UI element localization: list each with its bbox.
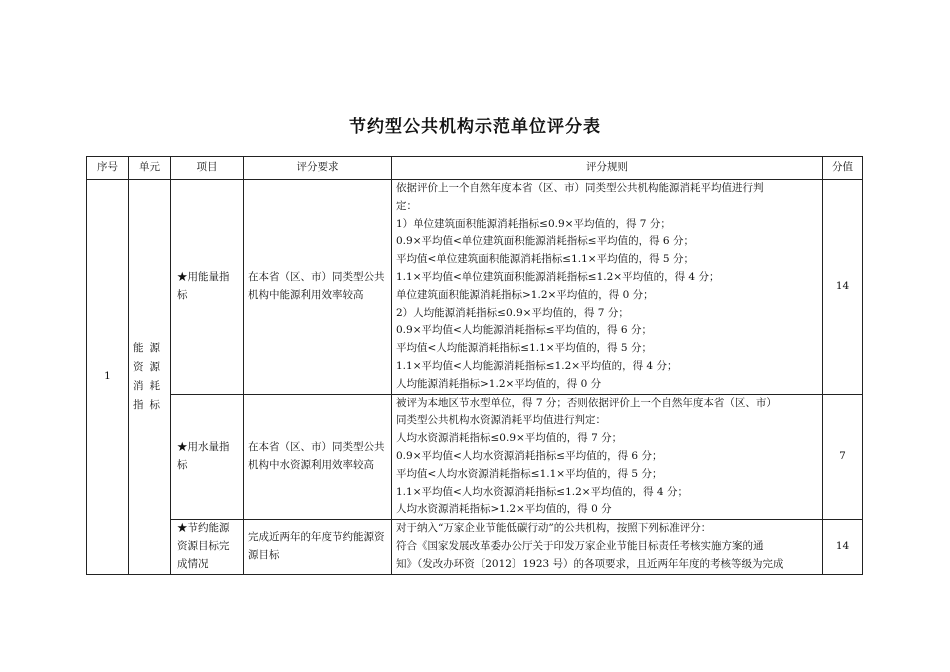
header-score: 分值 [823,157,863,180]
item-label: ★节约能源资源目标完成情况 [177,522,230,570]
header-requirement: 评分要求 [244,157,392,180]
rule-line: 同类型公共机构水资源消耗平均值进行判定： [396,414,606,427]
rule-line: 0.9×平均值<人均能源消耗指标≤平均值的，得 6 分； [396,324,652,337]
rule-line: 单位建筑面积能源消耗指标>1.2×平均值的，得 0 分； [396,288,654,301]
score-value: 14 [835,539,850,552]
table-row [87,520,863,574]
requirement-cell [244,180,392,395]
rule-line: 1）单位建筑面积能源消耗指标≤0.9×平均值的，得 7 分； [396,217,671,230]
header-item: 项目 [171,157,244,180]
item-cell [171,180,244,395]
table-row [87,180,863,395]
rule-line: 被评为本地区节水型单位，得 7 分；否则依据评价上一个自然年度本省（区、市） [396,396,777,409]
unit-label: 能源资源消耗指标 [133,341,166,411]
requirement-text: 在本省（区、市）同类型公共机构中能源利用效率较高 [248,270,385,301]
rules-cell [392,394,823,520]
item-label: ★用水量指标 [177,441,230,471]
requirement-cell [244,520,392,574]
rule-line: 知》（发改办环资〔2012〕1923 号）的各项要求，且近两年年度的考核等级为完成 [396,557,784,570]
header-rules: 评分规则 [392,157,823,180]
item-cell [171,394,244,520]
rule-line: 平均值<人均水资源消耗指标≤1.1×平均值的，得 5 分； [396,467,663,480]
rule-line: 人均水资源消耗指标>1.2×平均值的，得 0 分 [396,503,612,516]
rule-line: 平均值<单位建筑面积能源消耗指标≤1.1×平均值的，得 5 分； [396,253,694,266]
rule-line: 0.9×平均值<人均水资源消耗指标≤平均值的，得 6 分； [396,449,663,462]
rule-line: 人均能源消耗指标>1.2×平均值的，得 0 分 [396,377,602,390]
table-row [87,394,863,520]
rules-cell [392,520,823,574]
requirement-text: 完成近两年的年度节约能源资源目标 [248,531,385,561]
rule-line: 依据评价上一个自然年度本省（区、市）同类型公共机构能源消耗平均值进行判 [396,182,764,194]
requirement-text: 在本省（区、市）同类型公共机构中水资源利用效率较高 [248,441,385,471]
item-cell [171,520,244,574]
rule-line: 1.1×平均值<单位建筑面积能源消耗指标≤1.2×平均值的，得 4 分； [396,270,720,283]
rule-line: 对于纳入“万家企业节能低碳行动”的公共机构，按照下列标准评分： [396,522,712,535]
unit-cell [129,180,171,575]
rule-line: 定： [396,199,417,212]
score-cell [823,394,863,520]
requirement-cell [244,394,392,520]
rule-line: 0.9×平均值<单位建筑面积能源消耗指标≤平均值的，得 6 分； [396,235,694,248]
table-header-row [87,157,863,180]
score-table [86,156,863,575]
page-title: 节约型公共机构示范单位评分表 [349,117,601,137]
score-value: 7 [839,449,846,462]
header-seq: 序号 [87,157,129,180]
rule-line: 人均水资源消耗指标≤0.9×平均值的，得 7 分； [396,432,623,445]
seq-number: 1 [104,369,111,382]
seq-cell [87,180,129,575]
rule-line: 符合《国家发展改革委办公厅关于印发万家企业节能目标责任考核实施方案的通 [396,539,764,552]
header-unit: 单元 [129,157,171,180]
rules-cell [392,180,823,395]
score-value: 14 [835,279,850,292]
rule-line: 平均值<人均能源消耗指标≤1.1×平均值的，得 5 分； [396,342,652,355]
score-cell [823,180,863,395]
rule-line: 1.1×平均值<人均水资源消耗指标≤1.2×平均值的，得 4 分； [396,485,688,498]
score-cell [823,520,863,574]
rule-line: 2）人均能源消耗指标≤0.9×平均值的，得 7 分； [396,306,629,319]
item-label: ★用能量指标 [177,270,230,301]
rule-line: 1.1×平均值<人均能源消耗指标≤1.2×平均值的，得 4 分； [396,359,678,372]
